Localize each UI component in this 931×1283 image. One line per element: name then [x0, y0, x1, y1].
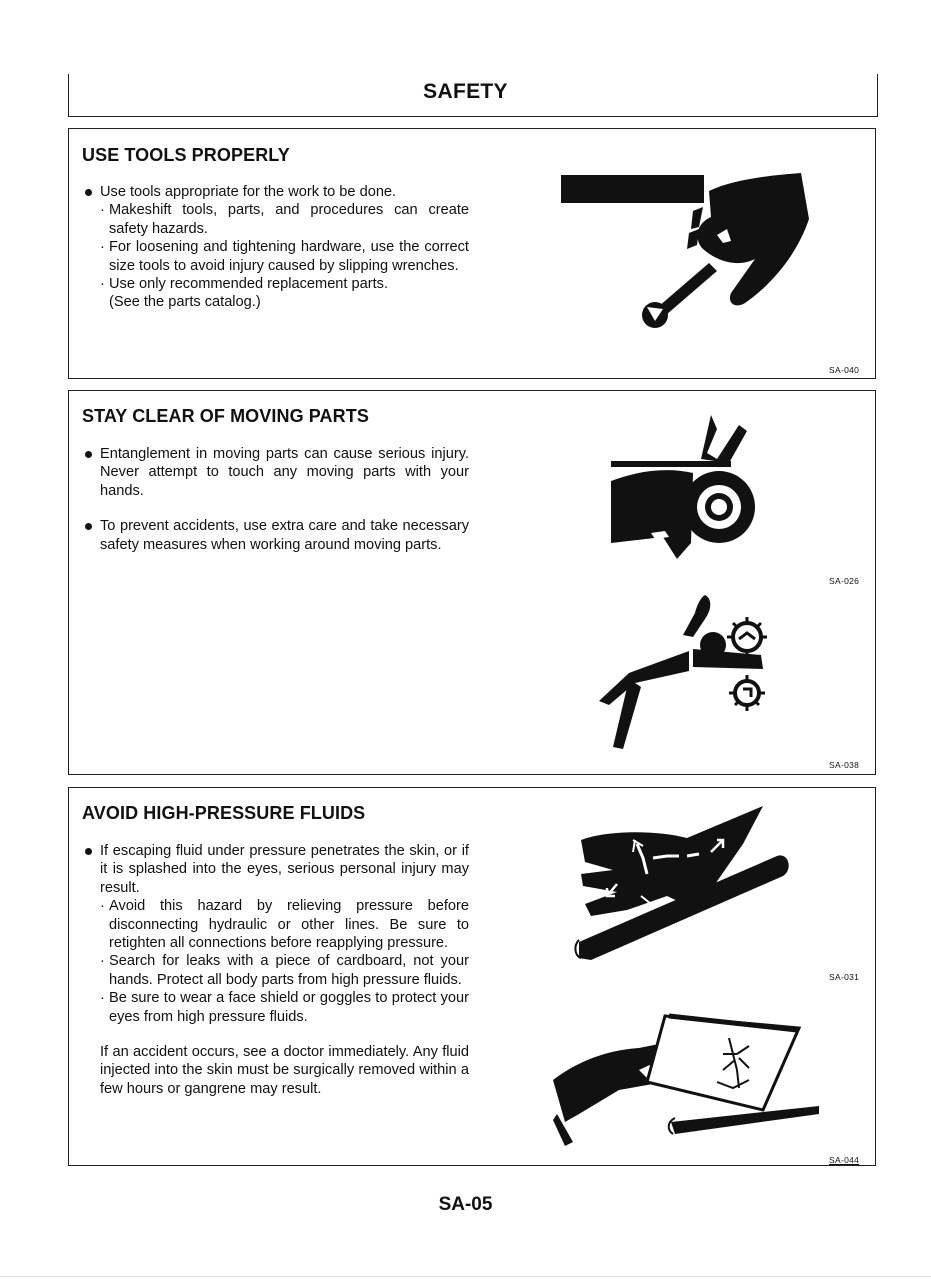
cardboard-leak-check-illustration: [549, 1010, 819, 1160]
figure-code: SA-040: [829, 365, 860, 375]
belt-pulley-illustration: [607, 409, 767, 569]
section-heading: USE TOOLS PROPERLY: [82, 145, 290, 165]
section-moving-parts: [68, 390, 876, 775]
sub-item: · Be sure to wear a face shield or goggles to protect your eyes from high pressure fluids.: [83, 989, 469, 1026]
fluid-injury-illustration: [567, 800, 807, 960]
section-high-pressure: [68, 787, 876, 1166]
note-paragraph: If an accident occurs, see a doctor immediately. Any fluid injected into the skin must be surgically removed within a few hours or gangrene may result.: [100, 1044, 469, 1097]
figure-code: SA-026: [829, 576, 860, 586]
section-heading: STAY CLEAR OF MOVING PARTS: [82, 406, 369, 426]
section-use-tools: [68, 128, 876, 379]
bullet-item: If escaping fluid under pressure penetrates the skin, or if it is splashed into the eyes, serious personal injury may result.: [83, 842, 469, 897]
bottom-rule: [0, 1276, 931, 1277]
sub-item: · Search for leaks with a piece of cardboard, not your hands. Protect all body parts from high pressure fluids.: [83, 952, 469, 989]
sub-item: · For loosening and tightening hardware, use the correct size tools to avoid injury caused by slipping wrenches.: [83, 238, 469, 275]
bullet-item: To prevent accidents, use extra care and take necessary safety measures when working around moving parts.: [83, 517, 469, 554]
page-title: SAFETY: [423, 80, 508, 103]
figure-code: SA-044: [829, 1155, 860, 1165]
person-caught-illustration: [589, 589, 799, 749]
section-text: [83, 842, 469, 1098]
bullet-item: Entanglement in moving parts can cause serious injury. Never attempt to touch any moving parts with your hands.: [83, 445, 469, 500]
section-heading: AVOID HIGH-PRESSURE FLUIDS: [82, 803, 366, 823]
section-text: [83, 183, 469, 312]
figure-code: SA-031: [829, 972, 860, 982]
sub-item: · Avoid this hazard by relieving pressure before disconnecting hydraulic or other lines. Be sure to retighten all connections before reapplying pressure.: [83, 897, 469, 952]
wrench-hand-illustration: [559, 171, 819, 331]
figure-code: SA-038: [829, 760, 860, 770]
section-text: [83, 445, 469, 554]
sub-item: · Use only recommended replacement parts. (See the parts catalog.): [83, 275, 399, 312]
sub-item: · Makeshift tools, parts, and procedures can create safety hazards.: [83, 201, 469, 238]
bullet-item: Use tools appropriate for the work to be done.: [83, 183, 469, 201]
page-number: SA-05: [438, 1194, 493, 1215]
